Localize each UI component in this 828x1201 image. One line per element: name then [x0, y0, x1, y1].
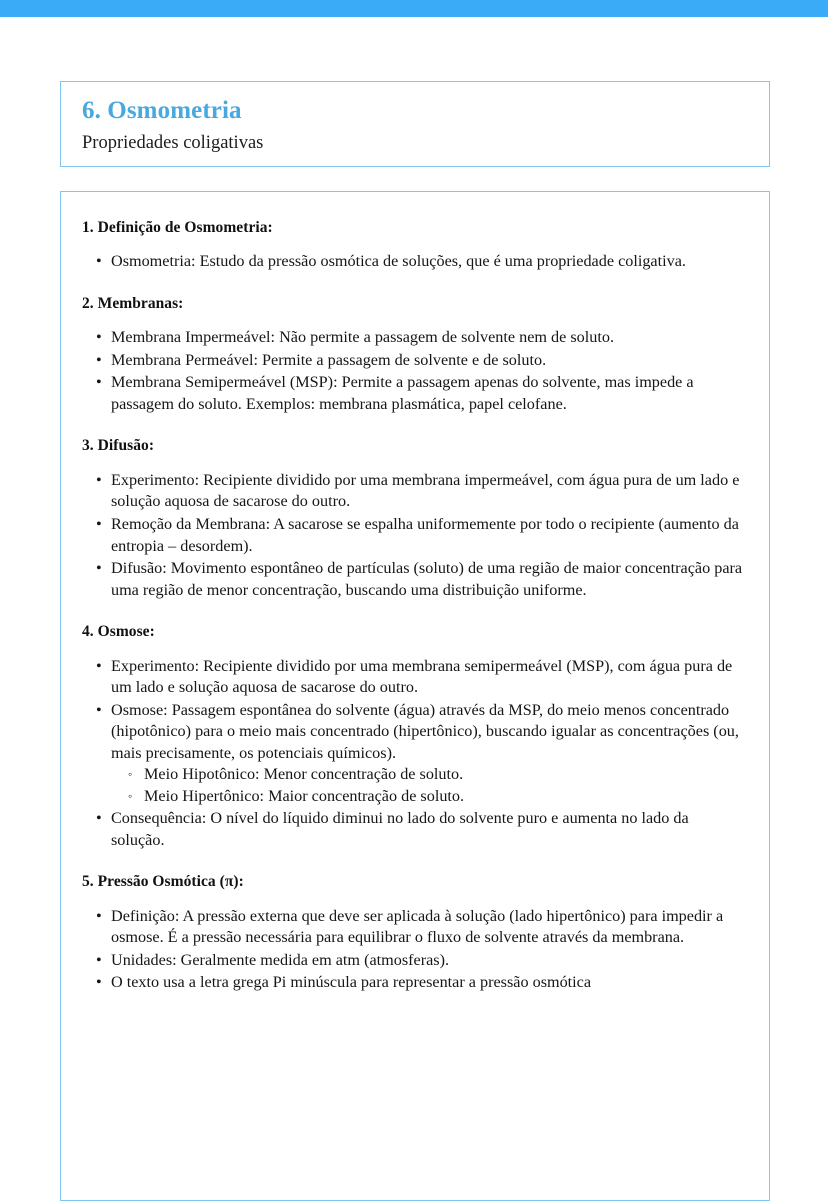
list-item-text: Experimento: Recipiente dividido por uma membrana semipermeável (MSP), com água pura de um lado e solução aquosa de sacarose do outro.: [111, 656, 733, 697]
content-section: [82, 872, 743, 994]
list-item-text: Osmometria: Estudo da pressão osmótica de soluções, que é uma propriedade coligativa.: [111, 252, 686, 271]
content-section: [82, 436, 743, 601]
list-item-text: Osmose: Passagem espontânea do solvente (água) através da MSP, do meio menos concentrado (hipotônico) para o meio mais concentrado (hipertônico), buscando igualar as concentrações (ou, mais precisamente, os potenciais químicos).: [111, 700, 739, 762]
bullet-point-icon: •: [96, 373, 102, 392]
content-section: [82, 622, 743, 851]
list-item: [82, 972, 743, 994]
sub-list-item-text: Meio Hipotônico: Menor concentração de soluto.: [144, 765, 464, 784]
list-item-text: Definição: A pressão externa que deve ser aplicada à solução (lado hipertônico) para impedir a osmose. É a pressão necessária para equilibrar o fluxo de solvente através da membrana.: [111, 906, 724, 947]
list-item: [82, 251, 743, 273]
bullet-point-icon: •: [96, 559, 102, 578]
list-item: [82, 656, 743, 699]
list-item: [82, 350, 743, 372]
bullet-list: [82, 470, 743, 601]
bullet-list: [82, 906, 743, 994]
section-heading: 4. Osmose:: [82, 623, 155, 641]
bullet-point-icon: •: [96, 950, 102, 969]
bullet-point-icon: •: [96, 350, 102, 369]
bullet-point-icon: •: [96, 328, 102, 347]
page-title: 6. Osmometria: [82, 97, 242, 124]
bullet-list: [82, 251, 743, 273]
list-item-text: Membrana Impermeável: Não permite a passagem de solvente nem de soluto.: [111, 328, 614, 347]
list-item: [82, 808, 743, 851]
list-item-text: Membrana Permeável: Permite a passagem de solvente e de soluto.: [111, 350, 547, 369]
bullet-point-icon: •: [96, 973, 102, 992]
hollow-bullet-point-icon: ◦: [128, 767, 133, 782]
bullet-point-icon: •: [96, 700, 102, 719]
sections-container: [82, 218, 743, 994]
content-section: [82, 294, 743, 416]
list-item-text: Difusão: Movimento espontâneo de partículas (soluto) de uma região de maior concentração para uma região de menor concentração, buscando uma distribuição uniforme.: [111, 559, 743, 599]
bullet-list: [82, 656, 743, 852]
page-subtitle: Propriedades coligativas: [82, 132, 264, 153]
list-item-text: Experimento: Recipiente dividido por uma membrana impermeável, com água pura de um lado e solução aquosa de sacarose do outro.: [111, 470, 740, 511]
list-item-text: Unidades: Geralmente medida em atm (atmosferas).: [111, 950, 450, 969]
list-item: [82, 470, 743, 513]
sub-list-item: [111, 786, 743, 808]
content-section: [82, 218, 743, 273]
list-item: [82, 700, 743, 808]
list-item-text: O texto usa a letra grega Pi minúscula para representar a pressão osmótica: [111, 973, 592, 992]
top-accent-bar: [0, 0, 828, 17]
section-heading: 5. Pressão Osmótica (π):: [82, 873, 244, 891]
list-item-text: Consequência: O nível do líquido diminui no lado do solvente puro e aumenta no lado da solução.: [111, 809, 689, 849]
sub-list-item-text: Meio Hipertônico: Maior concentração de soluto.: [144, 786, 465, 805]
section-heading: 1. Definição de Osmometria:: [82, 219, 273, 236]
hollow-bullet-point-icon: ◦: [128, 788, 133, 803]
page-body: [0, 17, 828, 1171]
list-item: [82, 372, 743, 415]
list-item: [82, 906, 743, 949]
bullet-point-icon: •: [96, 470, 102, 489]
list-item-text: Remoção da Membrana: A sacarose se espalha uniformemente por todo o recipiente (aumento da entropia – desordem).: [111, 514, 739, 555]
bullet-point-icon: •: [96, 906, 102, 925]
section-heading: 3. Difusão:: [82, 437, 155, 455]
list-item: [82, 950, 743, 972]
bullet-list: [82, 327, 743, 415]
bullet-point-icon: •: [96, 252, 102, 271]
bullet-point-icon: •: [96, 809, 102, 828]
title-card: [60, 81, 770, 167]
sub-list-item: [111, 764, 743, 786]
list-item: [82, 514, 743, 557]
bullet-point-icon: •: [96, 514, 102, 533]
list-item: [82, 558, 743, 601]
section-heading: 2. Membranas:: [82, 294, 184, 312]
bullet-point-icon: •: [96, 656, 102, 675]
content-card: [60, 191, 770, 1201]
list-item: [82, 327, 743, 349]
list-item-text: Membrana Semipermeável (MSP): Permite a passagem apenas do solvente, mas impede a passagem do soluto. Exemplos: membrana plasmática, papel celofane.: [111, 373, 694, 413]
sub-bullet-list: [111, 764, 743, 807]
